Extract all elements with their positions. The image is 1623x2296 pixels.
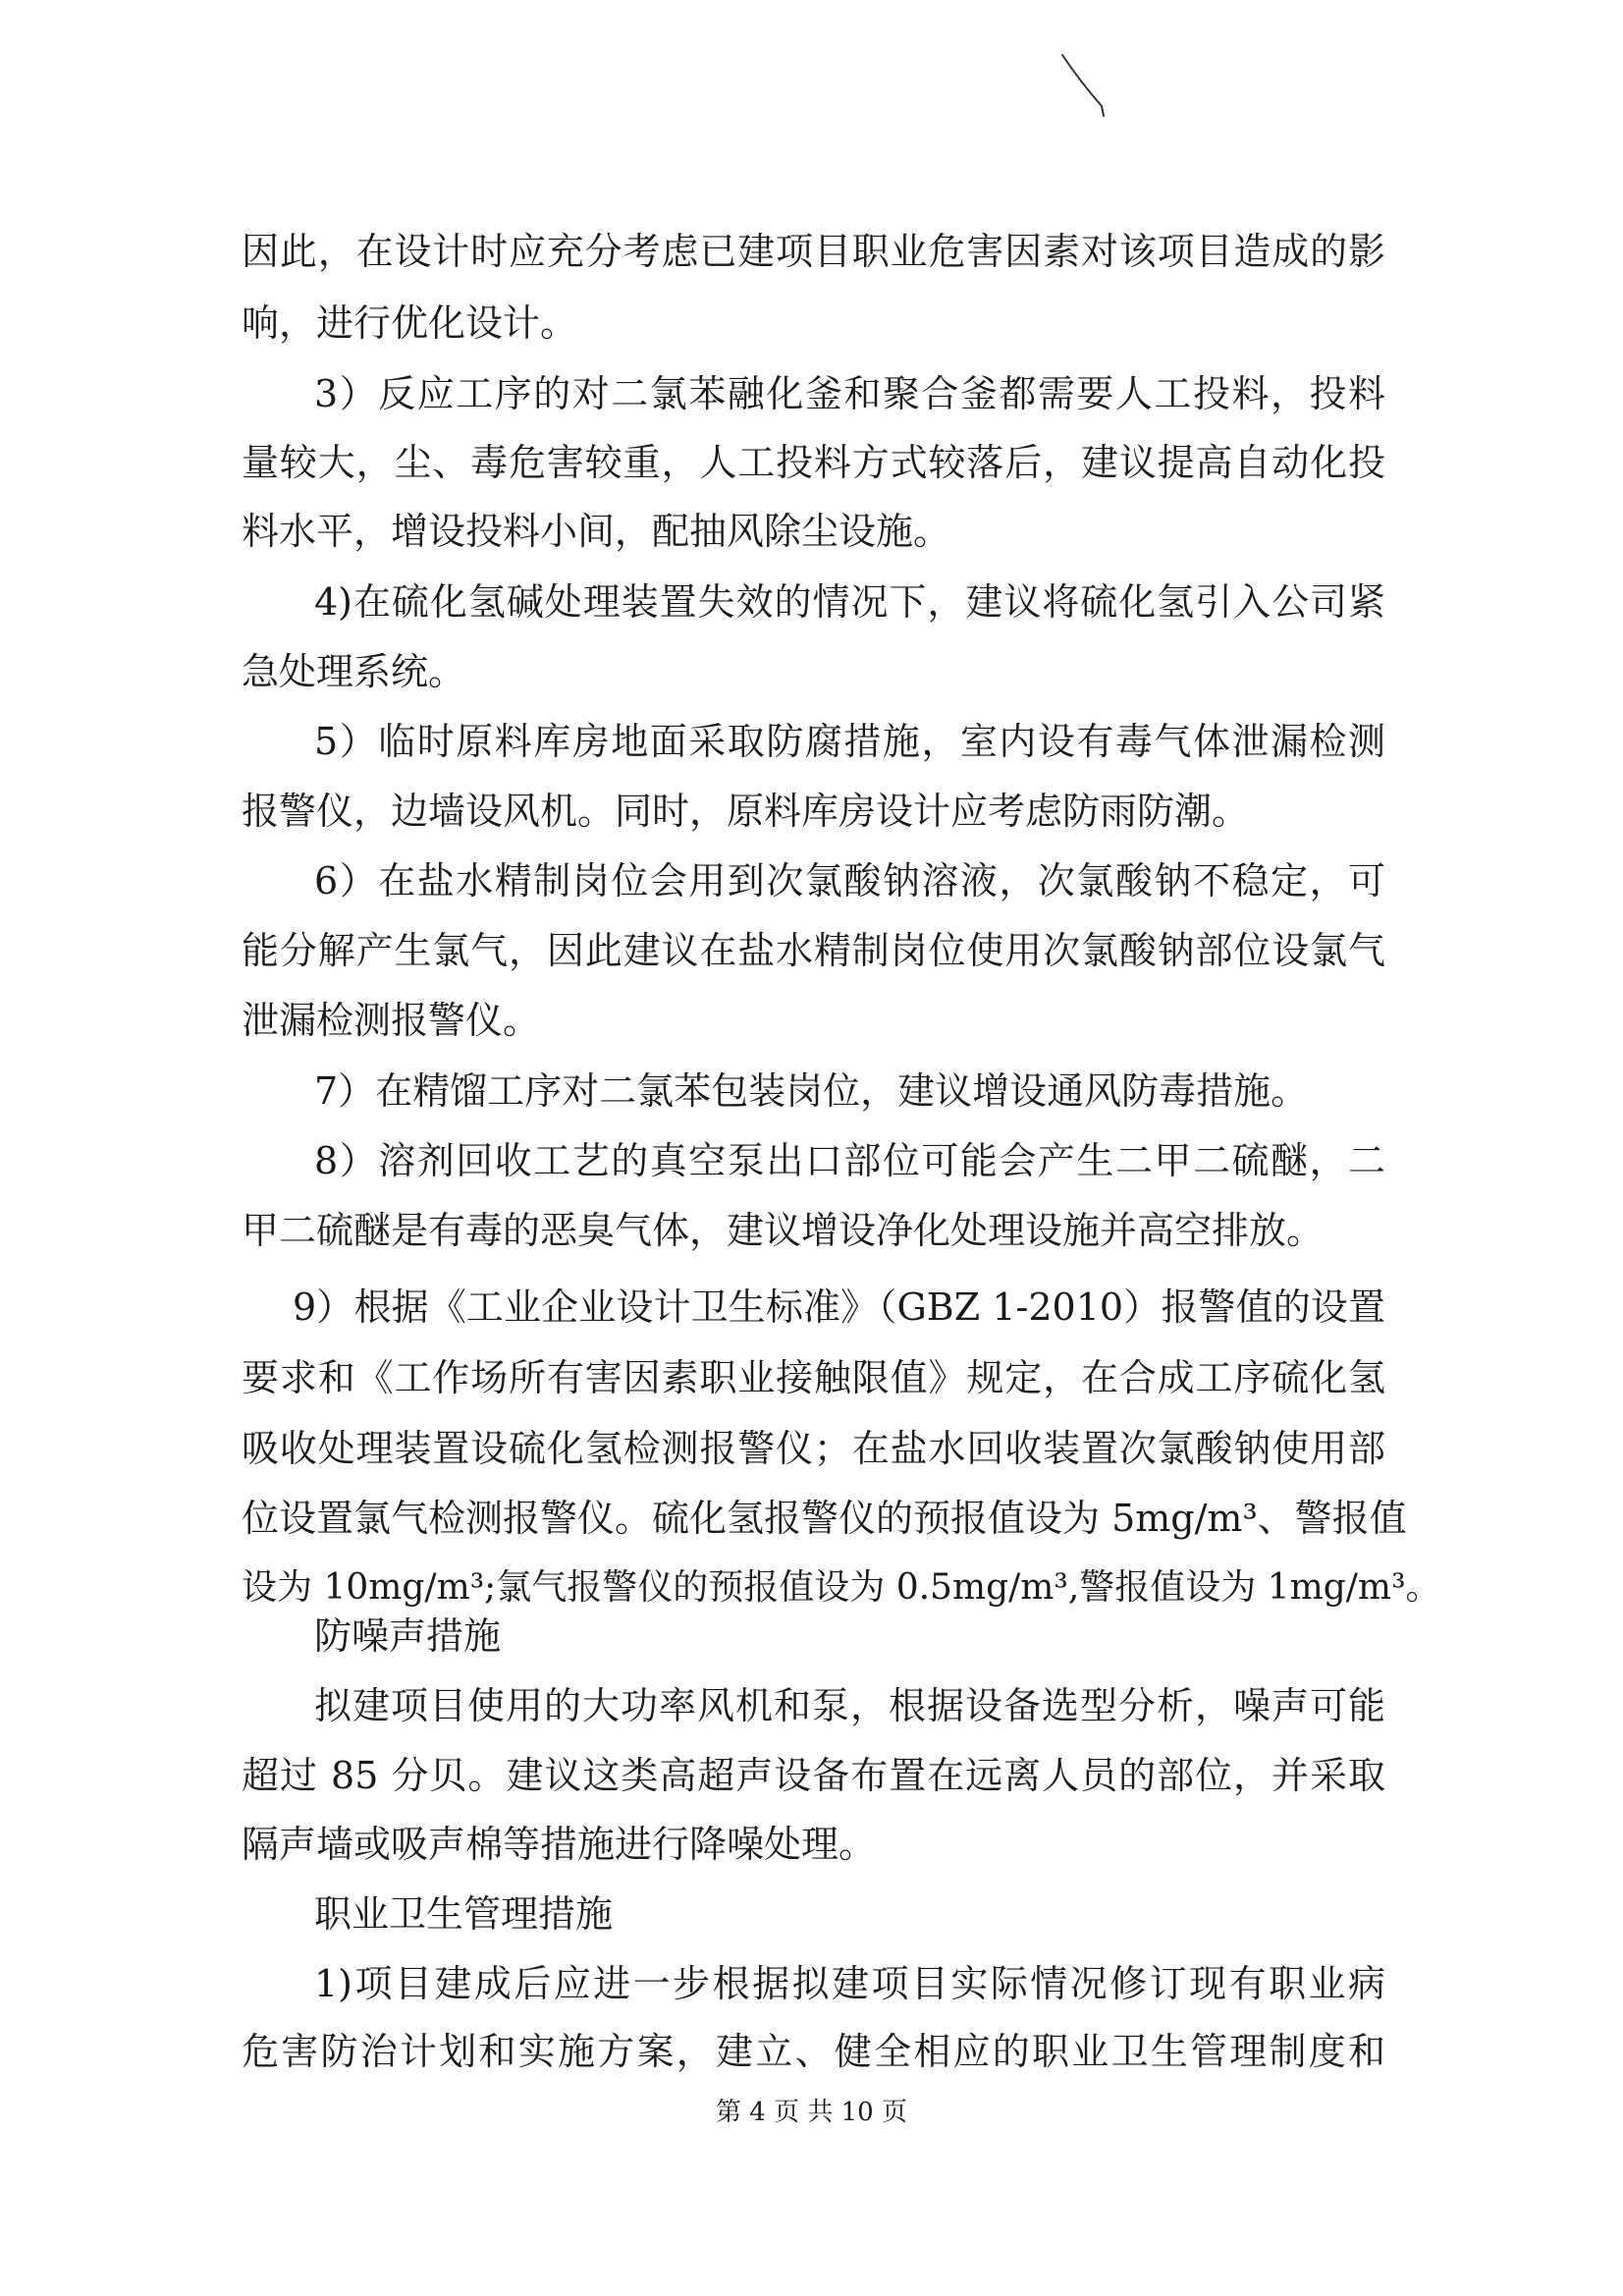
body-line: 位设置氯气检测报警仪。硫化氢报警仪的预报值设为 5mg/m³、警报值 — [242, 1497, 1407, 1540]
body-line: 9）根据《工业企业设计卫生标准》（GBZ 1-2010）报警值的设置 — [293, 1285, 1385, 1329]
body-line: 泄漏检测报警仪。 — [242, 999, 541, 1042]
body-line: 量较大，尘、毒危害较重，人工投料方式较落后，建议提高自动化投 — [242, 441, 1385, 484]
body-line: 能分解产生氯气，因此建议在盐水精制岗位使用次氯酸钠部位设氯气 — [242, 929, 1385, 972]
body-line: 6）在盐水精制岗位会用到次氯酸钠溶液，次氯酸钠不稳定，可 — [314, 859, 1385, 902]
section-heading-noise: 防噪声措施 — [314, 1614, 502, 1658]
body-line: 1)项目建成后应进一步根据拟建项目实际情况修订现有职业病 — [314, 1962, 1385, 2005]
body-line: 4)在硫化氢碱处理装置失效的情况下，建议将硫化氢引入公司紧 — [314, 580, 1385, 624]
body-line: 5）临时原料库房地面采取防腐措施，室内设有毒气体泄漏检测 — [314, 720, 1385, 763]
pen-stroke-mark — [1058, 51, 1108, 120]
body-line: 报警仪，边墙设风机。同时，原料库房设计应考虑防雨防潮。 — [242, 790, 1250, 833]
body-line: 甲二硫醚是有毒的恶臭气体，建议增设净化处理设施并高空排放。 — [242, 1209, 1325, 1252]
body-line: 7）在精馏工序对二氯苯包装岗位，建议增设通风防毒措施。 — [314, 1069, 1309, 1113]
body-line: 响，进行优化设计。 — [242, 301, 578, 345]
page-number-footer: 第 4 页 共 10 页 — [716, 2098, 907, 2127]
body-line: 设为 10mg/m³;氯气报警仪的预报值设为 0.5mg/m³,警报值设为 1mg/m³。 — [242, 1567, 1441, 1608]
body-line: 拟建项目使用的大功率风机和泵，根据设备选型分析，噪声可能 — [314, 1684, 1385, 1727]
body-line: 危害防治计划和实施方案，建立、健全相应的职业卫生管理制度和 — [242, 2030, 1385, 2073]
body-line: 料水平，增设投料小间，配抽风除尘设施。 — [242, 510, 951, 553]
body-line: 8）溶剂回收工艺的真空泵出口部位可能会产生二甲二硫醚，二 — [314, 1139, 1385, 1182]
body-line: 超过 85 分贝。建议这类高超声设备布置在远离人员的部位，并采取 — [242, 1754, 1385, 1797]
body-line: 吸收处理装置设硫化氢检测报警仪；在盐水回收装置次氯酸钠使用部 — [242, 1427, 1385, 1470]
body-line: 隔声墙或吸声棉等措施进行降噪处理。 — [242, 1823, 877, 1866]
body-line: 要求和《工作场所有害因素职业接触限值》规定，在合成工序硫化氢 — [242, 1356, 1385, 1399]
body-line: 急处理系统。 — [242, 650, 466, 693]
body-line: 3）反应工序的对二氯苯融化釜和聚合釜都需要人工投料，投料 — [314, 372, 1385, 415]
body-line: 因此，在设计时应充分考虑已建项目职业危害因素对该项目造成的影 — [242, 230, 1385, 273]
section-heading-management: 职业卫生管理措施 — [314, 1892, 614, 1936]
